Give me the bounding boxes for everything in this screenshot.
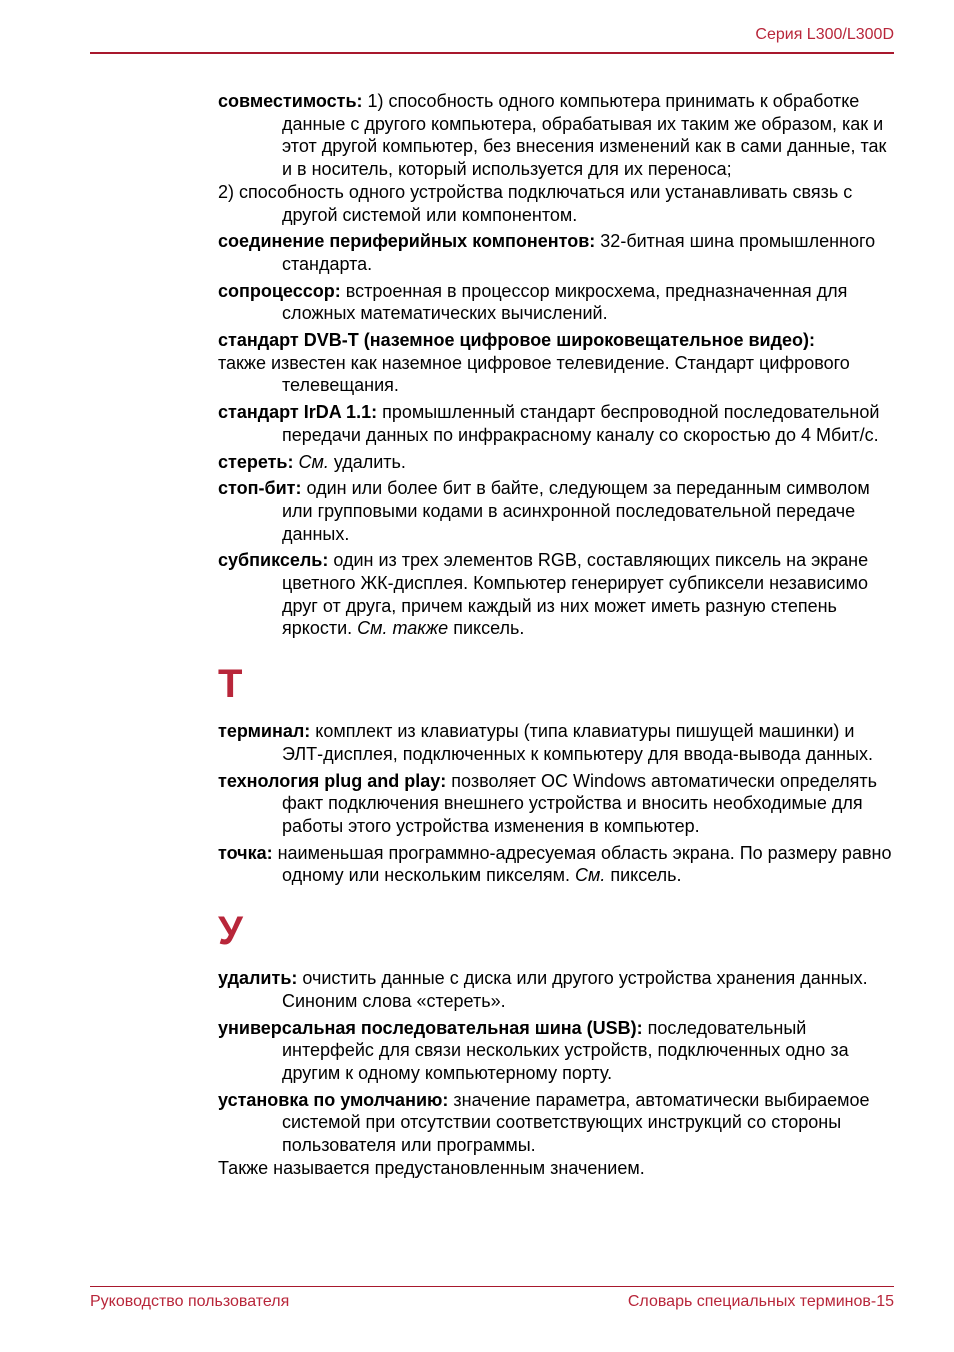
entry-term: соединение периферийных компонентов: <box>218 231 596 252</box>
glossary-entry <box>218 401 894 446</box>
entry-text: удалить. <box>328 451 406 472</box>
entry-text: комплект из клавиатуры (типа клавиатуры пишущей машинки) и ЭЛТ-дисплея, подключенных к компьютеру для ввода-вывода данных. <box>282 721 874 764</box>
entry-term: универсальная последовательная шина (USB): <box>218 1017 643 1038</box>
entry-text-continued: также известен как наземное цифровое телевидение. Стандарт цифрового телевещания. <box>218 352 850 396</box>
glossary-entry <box>218 967 894 1012</box>
entry-term: стандарт IrDA 1.1: <box>218 402 378 423</box>
glossary-entry <box>218 477 894 545</box>
header-rule <box>90 52 894 54</box>
footer-rule <box>90 1286 894 1287</box>
footer-page-label: Словарь специальных терминов-15 <box>627 1293 894 1310</box>
entry-term: удалить: <box>218 968 298 989</box>
entry-term: сопроцессор: <box>218 280 341 301</box>
glossary-entry <box>218 451 894 474</box>
glossary-entry <box>218 1089 894 1180</box>
header-title: Серия L300/L300D <box>755 26 894 43</box>
entry-text: наименьшая программно-адресуемая область экрана. По размеру равно одному или нескольким пикселям. <box>272 842 892 886</box>
entry-term: точка: <box>218 842 273 863</box>
glossary-entry <box>218 230 894 275</box>
entry-term: стандарт DVB-T (наземное цифровое широковещательное видео): <box>218 330 816 351</box>
entry-text: встроенная в процессор микросхема, предназначенная для сложных математических вычислений. <box>282 280 848 324</box>
entry-see-also-reference: См. также <box>357 618 449 639</box>
entry-text: последовательный интерфейс для связи нескольких устройств, подключенных одно за другим к одному компьютерному порту. <box>282 1017 849 1083</box>
entry-term: установка по умолчанию: <box>218 1089 449 1110</box>
glossary-content <box>218 90 894 1183</box>
entry-text: значение параметра, автоматически выбираемое системой при отсутствии соответствующих инструкций со стороны пользователя или программы. <box>282 1089 870 1156</box>
entry-text-tail: пиксель. <box>448 618 525 639</box>
section-letter-t: Т <box>218 662 243 707</box>
entry-term: стереть: <box>218 451 294 472</box>
entry-text: один из трех элементов RGB, составляющих пиксель на экране цветного ЖК-дисплея. Компьютер генерирует субпиксели независимо друг от друга, причем каждый из них может иметь разную степень яркости. <box>282 550 869 639</box>
footer-manual-title: Руководство пользователя <box>90 1293 290 1310</box>
glossary-entry <box>218 720 894 765</box>
glossary-entry <box>218 280 894 325</box>
entry-text-continued: Также называется предустановленным значением. <box>218 1157 645 1178</box>
entry-see-reference: См. <box>293 451 329 472</box>
glossary-entry <box>218 842 894 887</box>
entry-term: технология plug and play: <box>218 770 447 791</box>
entry-term: терминал: <box>218 721 311 742</box>
entry-text: позволяет ОС Windows автоматически определять факт подключения внешнего устройства и вносить необходимые для работы этого устройства изменения в компьютер. <box>282 770 878 836</box>
entry-term: стоп-бит: <box>218 478 302 499</box>
entry-text: 32-битная шина промышленного стандарта. <box>282 231 876 274</box>
glossary-entry <box>218 90 894 226</box>
entry-term: совместимость: <box>218 91 363 111</box>
glossary-entry <box>218 1017 894 1085</box>
entry-text: промышленный стандарт беспроводной последовательной передачи данных по инфракрасному каналу со скоростью до 4 Мбит/с. <box>282 402 880 445</box>
entry-term: субпиксель: <box>218 550 329 571</box>
section-letter-u: У <box>218 909 243 954</box>
entry-see-reference: См. <box>575 865 606 886</box>
entry-text: 1) способность одного компьютера принимать к обработке данные с другого компьютера, обрабатывая их таким же образом, как и этот другой компьютер, без внесения изменений как в сами данные, так и в носитель, который используется для их переноса; <box>282 91 887 180</box>
entry-text-continued: 2) способность одного устройства подключаться или устанавливать связь с другой системой или компонентом. <box>218 181 853 225</box>
entry-text-tail: пиксель. <box>605 865 682 886</box>
glossary-entry <box>218 770 894 838</box>
glossary-entry <box>218 549 894 640</box>
entry-text: очистить данные с диска или другого устройства хранения данных. Синоним слова «стереть». <box>282 968 868 1011</box>
glossary-entry <box>218 329 894 397</box>
entry-text: один или более бит в байте, следующем за переданным символом или групповыми кодами в асинхронной последовательной передаче данных. <box>282 478 870 544</box>
